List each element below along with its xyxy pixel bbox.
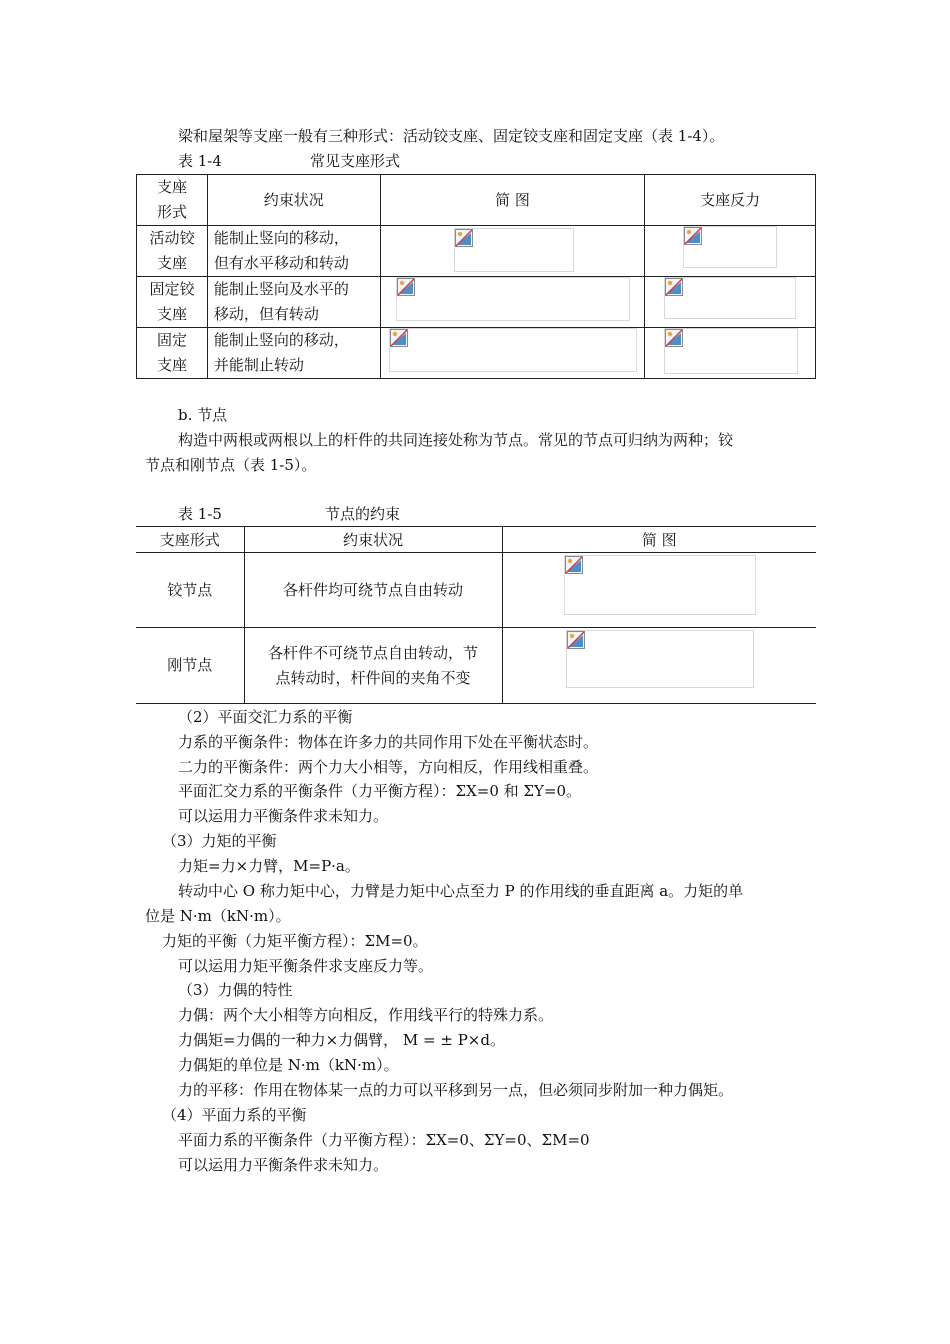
table-row xyxy=(137,328,816,379)
body-line: 力矩的平衡（力矩平衡方程）：ΣM=0。 xyxy=(162,932,428,950)
body-line: 二力的平衡条件：两个力大小相等，方向相反，作用线相重叠。 xyxy=(178,758,599,776)
table15-caption-number: 表 1-5 xyxy=(178,505,222,523)
table14-header-desc: 约束状况 xyxy=(207,175,380,226)
section-heading-b: b. 节点 xyxy=(178,406,228,424)
table14-header-reaction: 支座反力 xyxy=(645,175,816,226)
body-line: 可以运用力平衡条件求未知力。 xyxy=(178,1156,389,1174)
heading-3: （3）力矩的平衡 xyxy=(162,832,277,850)
diagram-image xyxy=(389,328,637,372)
body-line: 转动中心 O 称力矩中心，力臂是力矩中心点至力 P 的作用线的垂直距离 a。力矩的单 xyxy=(178,882,744,900)
table14-caption-title: 常见支座形式 xyxy=(310,152,401,170)
body-line: 力偶矩的单位是 N·m（kN·m）。 xyxy=(178,1056,399,1074)
reaction-cell xyxy=(645,328,816,379)
constraint-description: 能制止竖向的移动， 但有水平移动和转动 xyxy=(207,226,380,277)
constraint-description: 能制止竖向及水平的 移动，但有转动 xyxy=(207,277,380,328)
diagram-image xyxy=(564,555,756,615)
body-line: 力矩=力×力臂，M=P·a。 xyxy=(178,857,360,875)
constraint-description: 能制止竖向的移动， 并能制止转动 xyxy=(207,328,380,379)
table14-header-row xyxy=(137,175,816,226)
body-line: 平面力系的平衡条件（力平衡方程）：ΣX=0、ΣY=0、ΣM=0 xyxy=(178,1131,590,1149)
table-row xyxy=(136,628,816,704)
table15-header-desc: 约束状况 xyxy=(244,527,502,553)
table-1-4 xyxy=(136,174,816,379)
heading-4: （4）平面力系的平衡 xyxy=(162,1106,307,1124)
constraint-description: 各杆件均可绕节点自由转动 xyxy=(244,553,502,628)
table-row xyxy=(136,553,816,628)
body-line: 位是 N·m（kN·m）。 xyxy=(145,907,291,925)
diagram-image xyxy=(396,277,630,321)
intro-paragraph: 梁和屋架等支座一般有三种形式：活动铰支座、固定铰支座和固定支座（表 1-4）。 xyxy=(178,127,725,145)
reaction-cell xyxy=(645,226,816,277)
table-row xyxy=(137,226,816,277)
reaction-image xyxy=(664,277,796,319)
table15-header-row xyxy=(136,527,816,553)
broken-image-icon xyxy=(565,556,583,574)
broken-image-icon xyxy=(684,227,702,245)
diagram-cell xyxy=(380,226,645,277)
diagram-cell xyxy=(502,628,816,704)
constraint-description: 各杆件不可绕节点自由转动，节 点转动时，杆件间的夹角不变 xyxy=(244,628,502,704)
paragraph-b-line-2: 节点和刚节点（表 1-5）。 xyxy=(145,456,317,474)
table15-header-type: 支座形式 xyxy=(136,527,244,553)
body-line: 力系的平衡条件：物体在许多力的共同作用下处在平衡状态时。 xyxy=(178,733,599,751)
reaction-cell xyxy=(645,277,816,328)
table-row xyxy=(137,277,816,328)
body-line: 力偶矩=力偶的一种力×力偶臂， M = ± P×d。 xyxy=(178,1031,505,1049)
body-line: 平面汇交力系的平衡条件（力平衡方程）：ΣX=0 和 ΣY=0。 xyxy=(178,782,582,800)
reaction-image xyxy=(664,328,798,374)
broken-image-icon xyxy=(567,631,585,649)
diagram-image xyxy=(566,630,754,688)
table14-caption-number: 表 1-4 xyxy=(178,152,222,170)
body-line: 力偶：两个大小相等方向相反，作用线平行的特殊力系。 xyxy=(178,1006,554,1024)
support-type: 固定铰 支座 xyxy=(137,277,208,328)
diagram-cell xyxy=(380,328,645,379)
broken-image-icon xyxy=(665,329,683,347)
broken-image-icon xyxy=(390,329,408,347)
heading-2: （2）平面交汇力系的平衡 xyxy=(178,708,353,726)
diagram-image xyxy=(454,228,574,272)
paragraph-b-line-1: 构造中两根或两根以上的杆件的共同连接处称为节点。常见的节点可归纳为两种；铰 xyxy=(178,431,734,449)
support-type: 固定 支座 xyxy=(137,328,208,379)
body-line: 可以运用力平衡条件求未知力。 xyxy=(178,807,389,825)
node-type: 铰节点 xyxy=(136,553,244,628)
broken-image-icon xyxy=(397,278,415,296)
diagram-cell xyxy=(502,553,816,628)
table14-header-type: 支座 形式 xyxy=(137,175,208,226)
node-type: 刚节点 xyxy=(136,628,244,704)
table14-header-diagram: 简 图 xyxy=(380,175,645,226)
heading-3b: （3）力偶的特性 xyxy=(178,981,293,999)
table15-header-diagram: 简 图 xyxy=(502,527,816,553)
body-line: 可以运用力矩平衡条件求支座反力等。 xyxy=(178,957,434,975)
reaction-image xyxy=(683,226,777,268)
table-1-5 xyxy=(136,526,816,704)
support-type: 活动铰 支座 xyxy=(137,226,208,277)
body-line: 力的平移：作用在物体某一点的力可以平移到另一点，但必须同步附加一种力偶矩。 xyxy=(178,1081,734,1099)
broken-image-icon xyxy=(455,229,473,247)
diagram-cell xyxy=(380,277,645,328)
table15-caption-title: 节点的约束 xyxy=(325,505,401,523)
broken-image-icon xyxy=(665,278,683,296)
